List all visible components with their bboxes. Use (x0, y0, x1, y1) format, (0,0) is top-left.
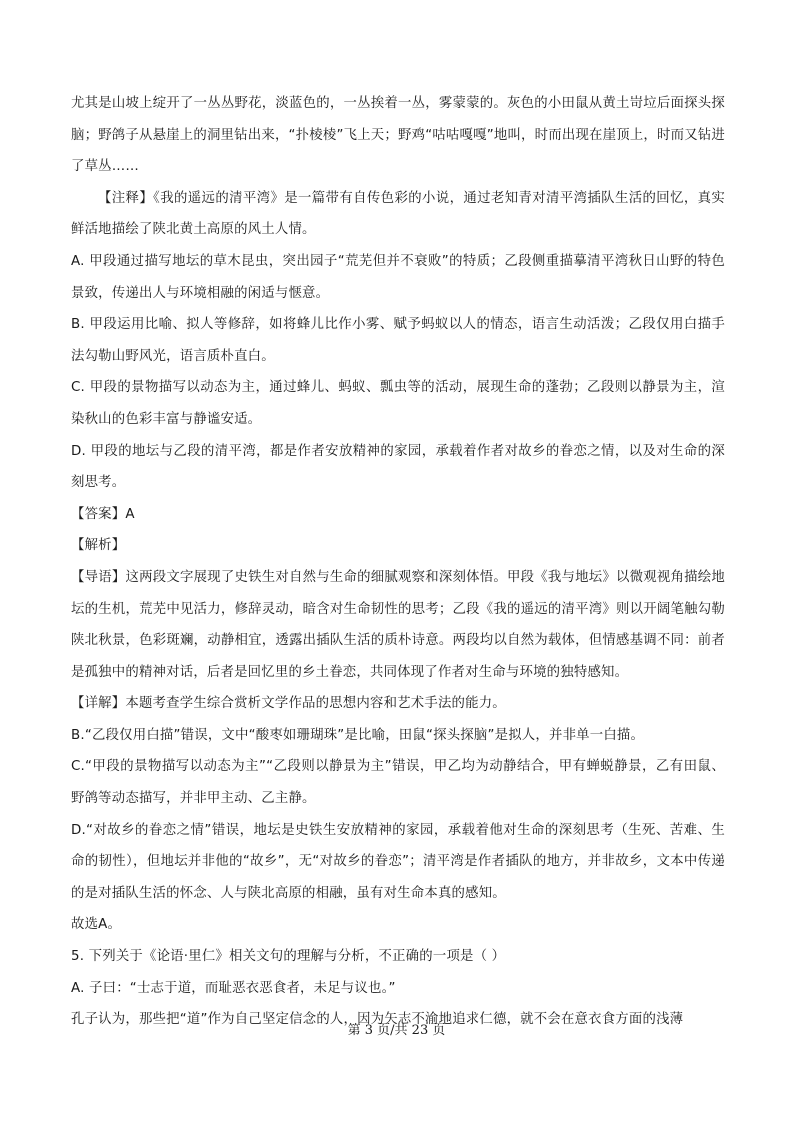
annotation-note: 【注释】《我的遥远的清平湾》是一篇带有自传色彩的小说，通过老知青对清平湾插队生活的回忆，真实鲜活地描绘了陕北黄土高原的风土人情。 (71, 190, 725, 238)
option-c: C. 甲段的景物描写以动态为主，通过蜂儿、蚂蚁、瓢虫等的活动，展现生命的蓬勃；乙段则以静景为主，渲染秋山的色彩丰富与静谧安适。 (71, 380, 725, 427)
option-d: D. 甲段的地坛与乙段的清平湾，都是作者安放精神的家园，承载着作者对故乡的眷恋之情，以及对生命的深刻思考。 (71, 443, 725, 491)
question-5: 5. 下列关于《论语·里仁》相关文句的理解与分析，不正确的一项是（ ） (71, 949, 506, 965)
option-b: B. 甲段运用比喻、拟人等修辞，如将蜂儿比作小雾、赋予蚂蚁以人的情态，语言生动活泼；乙段仅用白描手法勾勒山野风光，语言质朴直白。 (71, 317, 725, 364)
page-content (71, 88, 725, 1036)
option-a: A. 甲段通过描写地坛的草木昆虫，突出园子“荒芜但并不衰败”的特质；乙段侧重描摹清平湾秋日山野的特色景致，传递出人与环境相融的闲适与惬意。 (71, 253, 725, 301)
detail-paragraph: 【详解】本题考查学生综合赏析文学作品的思想内容和艺术手法的能力。 (71, 696, 506, 712)
analysis-heading: 【解析】 (71, 538, 126, 554)
page-footer: 第 3 页/共 23 页 (347, 1023, 446, 1038)
explanation-c: C.“甲段的景物描写以动态为主”“乙段则以静景为主”错误，甲乙均为动静结合，甲有蝉蜕静景，乙有田鼠、野鸽等动态描写，并非甲主动、乙主静。 (71, 759, 725, 807)
explanation-b: B.“乙段仅用白描”错误，文中“酸枣如珊瑚珠”是比喻，田鼠“探头探脑”是拟人，并非单一白描。 (71, 727, 645, 743)
answer: 【答案】A (71, 506, 135, 522)
question-5-option-a: A. 子曰：“士志于道，而耻恶衣恶食者，未足与议也。” (71, 980, 396, 996)
explanation-d: D.“对故乡的眷恋之情”错误，地坛是史铁生安放精神的家园，承载着他对生命的深刻思考（生死、苦难、生命的韧性），但地坛并非他的“故乡”，无“对故乡的眷恋”；清平湾是作者插队的地方，并非故乡，文本中传递的是对插队生活的怀念、人与陕北高原的相融，虽有对生命本真的感知。 (71, 822, 725, 901)
guide-paragraph: 【导语】这两段文字展现了史铁生对自然与生命的细腻观察和深刻体悟。甲段《我与地坛》以微观视角描绘地坛的生机，荒芜中见活力，修辞灵动，暗含对生命韧性的思考；乙段《我的遥远的清平湾》则以开阔笔触勾勒陕北秋景，色彩斑斓，动静相宜，透露出插队生活的质朴诗意。两段均以自然为载体，但情感基调不同：前者是孤独中的精神对话，后者是回忆里的乡土眷恋，共同体现了作者对生命与环境的独特感知。 (71, 569, 725, 680)
passage-paragraph: 尤其是山坡上绽开了一丛丛野花，淡蓝色的，一丛挨着一丛，雾蒙蒙的。灰色的小田鼠从黄土岢垃后面探头探脑；野鸽子从悬崖上的洞里钻出来，“扑棱棱”飞上天；野鸡“咕咕嘎嘎”地叫，时而出现在崖顶上，时而又钻进了草丛…… (71, 96, 725, 175)
question-5-text: 孔子认为，那些把“道”作为自己坚定信念的人，因为矢志不渝地追求仁德，就不会在意衣食方面的浅薄 (71, 1012, 684, 1028)
conclusion: 故选A。 (71, 917, 122, 933)
